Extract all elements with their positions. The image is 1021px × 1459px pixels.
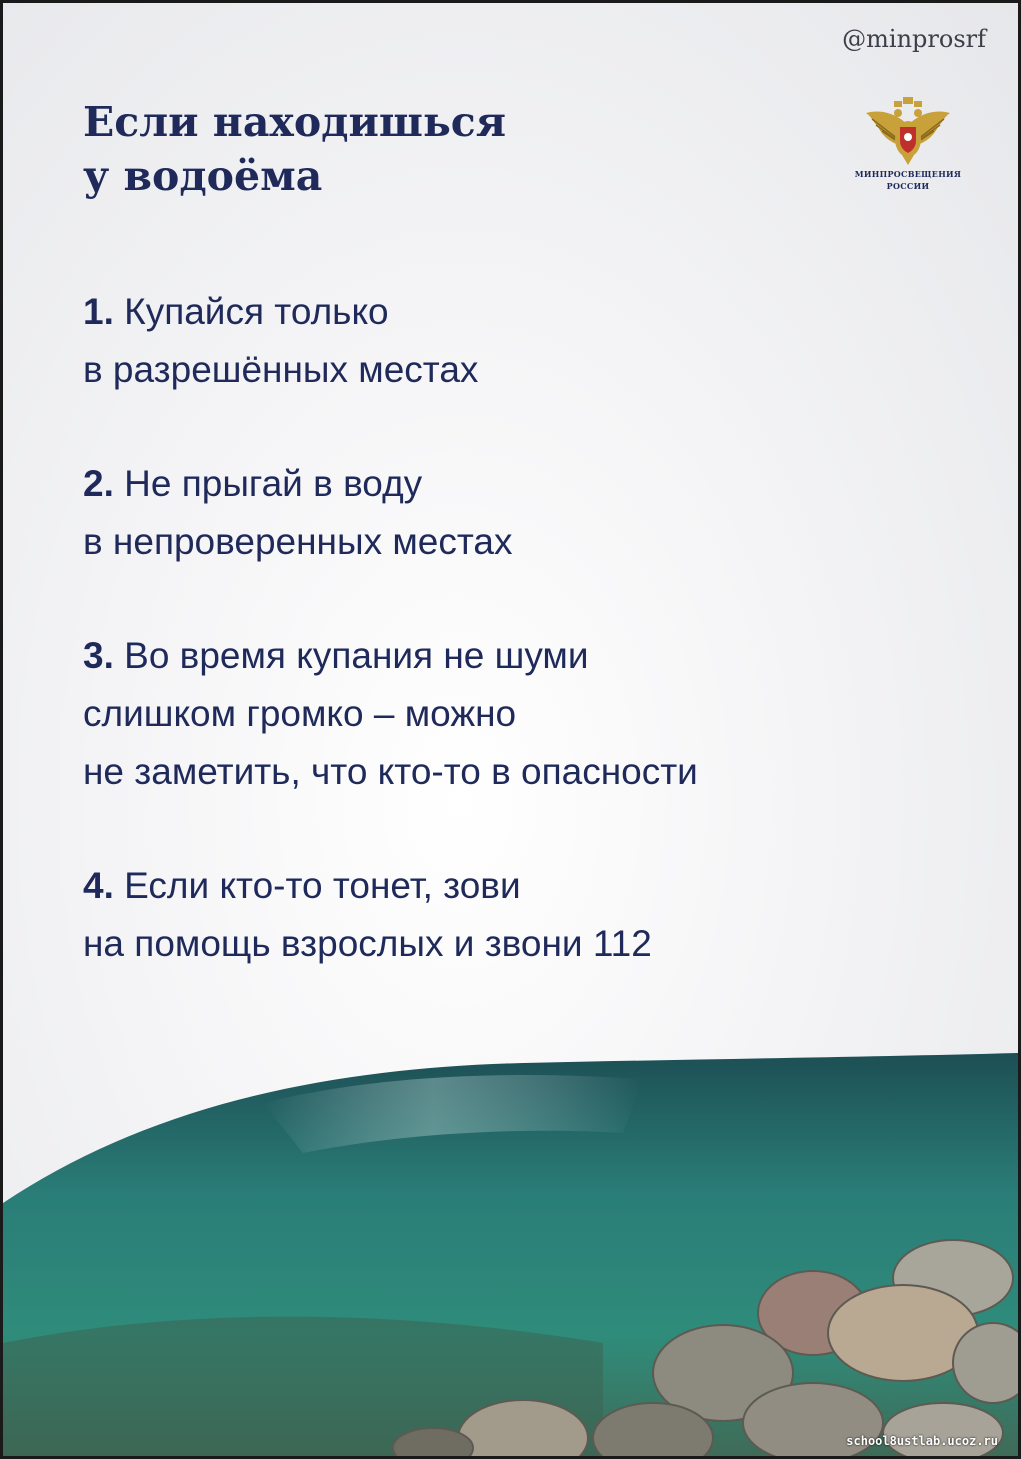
lake-shore-image (3, 1043, 1018, 1456)
title-line-1: Если находишься (83, 98, 507, 146)
ministry-logo (823, 95, 993, 215)
rule-text: Если кто-то тонет, зови (124, 865, 521, 906)
rule-line (83, 627, 983, 685)
rule-item-4 (83, 857, 983, 973)
rule-text: в разрешённых местах (83, 349, 479, 390)
rule-number: 1. (83, 291, 114, 332)
social-handle: @minprosrf (842, 25, 986, 53)
rule-line (83, 857, 983, 915)
logo-caption-line-2: РОССИИ (886, 181, 930, 191)
rule-number: 2. (83, 463, 114, 504)
rule-text: в непроверенных местах (83, 521, 513, 562)
safety-rules-list (83, 283, 983, 1029)
page-title (83, 95, 506, 203)
rule-line (83, 455, 983, 513)
rule-line (83, 283, 983, 341)
title-line-2: у водоёма (83, 152, 323, 200)
rule-number: 3. (83, 635, 114, 676)
rule-text: слишком громко – можно (83, 693, 517, 734)
rule-text: не заметить, что кто-то в опасности (83, 751, 698, 792)
rule-text: на помощь взрослых и звони 112 (83, 923, 652, 964)
rule-item-1 (83, 283, 983, 399)
rule-item-3 (83, 627, 983, 801)
double-headed-eagle-icon (858, 95, 958, 167)
rule-text: Не прыгай в воду (124, 463, 423, 504)
poster (3, 3, 1018, 1456)
rule-text: Купайся только (124, 291, 389, 332)
rule-item-2 (83, 455, 983, 571)
rule-text: Во время купания не шуми (124, 635, 589, 676)
logo-caption-line-1: МИНПРОСВЕЩЕНИЯ (854, 169, 962, 179)
rule-number: 4. (83, 865, 114, 906)
source-watermark: school8ustlab.ucoz.ru (846, 1434, 998, 1448)
